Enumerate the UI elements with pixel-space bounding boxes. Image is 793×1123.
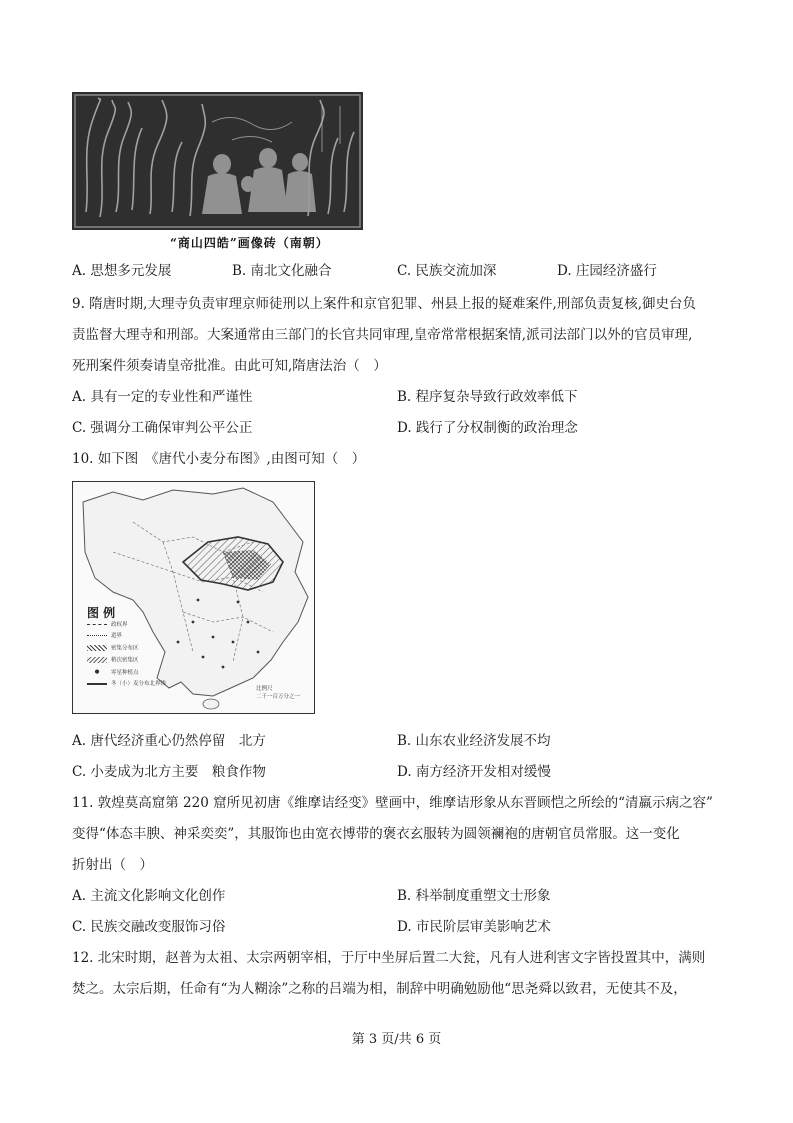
q9-stem-line-1: 9. 隋唐时期,大理寺负责审理京师徒刑以上案件和京官犯罪、州县上报的疑难案件,刑部负责复核,御史台负 (72, 296, 697, 312)
scale-value: 二千一百万分之一 (256, 694, 301, 700)
scale-label: 比例尺 (256, 686, 273, 692)
legend-item (87, 681, 166, 688)
q11-stem-line-2: 变得“体态丰腴、神采奕奕”，其服饰也由宽衣博带的褒衣玄服转为圆领襕袍的唐朝官员常服。这一变化 (72, 826, 680, 842)
legend-item (87, 657, 139, 665)
figure-caption: “商山四皓”画像砖（南朝） (170, 236, 329, 250)
legend-label: 零星种植点 (111, 670, 139, 676)
q12-stem-line-1: 12. 北宋时期，赵普为太祖、太宗两朝宰相，于厅中坐屏后置二大瓮，凡有人进利害文字皆投置其中，满则 (72, 950, 706, 966)
dotted-line-symbol (87, 635, 107, 636)
q11-option-a: A. 主流文化影响文化创作 (72, 888, 226, 904)
legend-item (87, 645, 139, 653)
dashed-line-symbol (87, 624, 107, 625)
q11-option-b: B. 科举制度重塑文士形象 (397, 888, 551, 904)
q10-stem-line-1: 10. 如下图 《唐代小麦分布图》,由图可知（ ） (72, 451, 366, 467)
relief-illustration (72, 92, 363, 230)
brick-relief-image (72, 92, 363, 230)
q9-stem-line-3: 死刑案件须奏请皇帝批准。由此可知,隋唐法治（ ） (72, 358, 387, 374)
thick-line-symbol (87, 683, 107, 685)
q9-option-d: D. 践行了分权制衡的政治理念 (397, 420, 578, 436)
q10-option-c: C. 小麦成为北方主要 粮食作物 (72, 764, 266, 780)
dot-symbol: ● (94, 669, 100, 675)
q10-option-b: B. 山东农业经济发展不均 (397, 733, 551, 749)
q11-option-d: D. 市民阶层审美影响艺术 (397, 919, 551, 935)
q9-option-a: A. 具有一定的专业性和严谨性 (72, 389, 253, 405)
q8-option-a: A. 思想多元发展 (72, 263, 172, 279)
q10-option-d: D. 南方经济开发相对缓慢 (397, 764, 551, 780)
q12-stem-line-2: 焚之。太宗后期，任命有“为人糊涂”之称的吕端为相，制辞中明确勉励他“思尧舜以致君，无使其不及， (72, 981, 687, 997)
map-scale (256, 685, 300, 701)
legend-label: 稍次密集区 (111, 657, 139, 664)
legend-item (87, 622, 128, 629)
q11-stem-line-3: 折射出（ ） (72, 857, 153, 873)
legend-item (87, 633, 122, 640)
q11-option-c: C. 民族交融改变服饰习俗 (72, 919, 226, 935)
q8-option-d: D. 庄园经济盛行 (557, 263, 657, 279)
legend-label: 冬（小）麦分布北界线 (111, 681, 167, 687)
q11-stem-line-1: 11. 敦煌莫高窟第 220 窟所见初唐《维摩诘经变》壁画中，维摩诘形象从东晋顾恺之所绘的“清羸示病之容” (72, 795, 713, 811)
legend-item (87, 669, 139, 677)
q8-option-c: C. 民族交流加深 (397, 263, 497, 279)
q9-option-b: B. 程序复杂导致行政效率低下 (397, 389, 578, 405)
q9-option-c: C. 强调分工确保审判公平公正 (72, 420, 253, 436)
q9-stem-line-2: 责监督大理寺和刑部。大案通常由三部门的长官共同审理,皇帝常常根据案情,派司法部门以外的官员审理, (72, 327, 693, 343)
map-legend-title: 图 例 (87, 606, 116, 620)
q10-option-a: A. 唐代经济重心仍然停留 北方 (72, 733, 266, 749)
map-illustration (73, 482, 315, 714)
q8-option-b: B. 南北文化融合 (232, 263, 332, 279)
legend-label: 政权界 (111, 622, 128, 628)
legend-label: 道界 (111, 633, 123, 639)
dense-hatch-symbol (87, 645, 107, 651)
page-number: 第 3 页/共 6 页 (351, 1032, 442, 1047)
legend-label: 密集分布区 (111, 645, 139, 652)
sparse-hatch-symbol (87, 657, 107, 663)
tang-wheat-map (72, 481, 315, 714)
